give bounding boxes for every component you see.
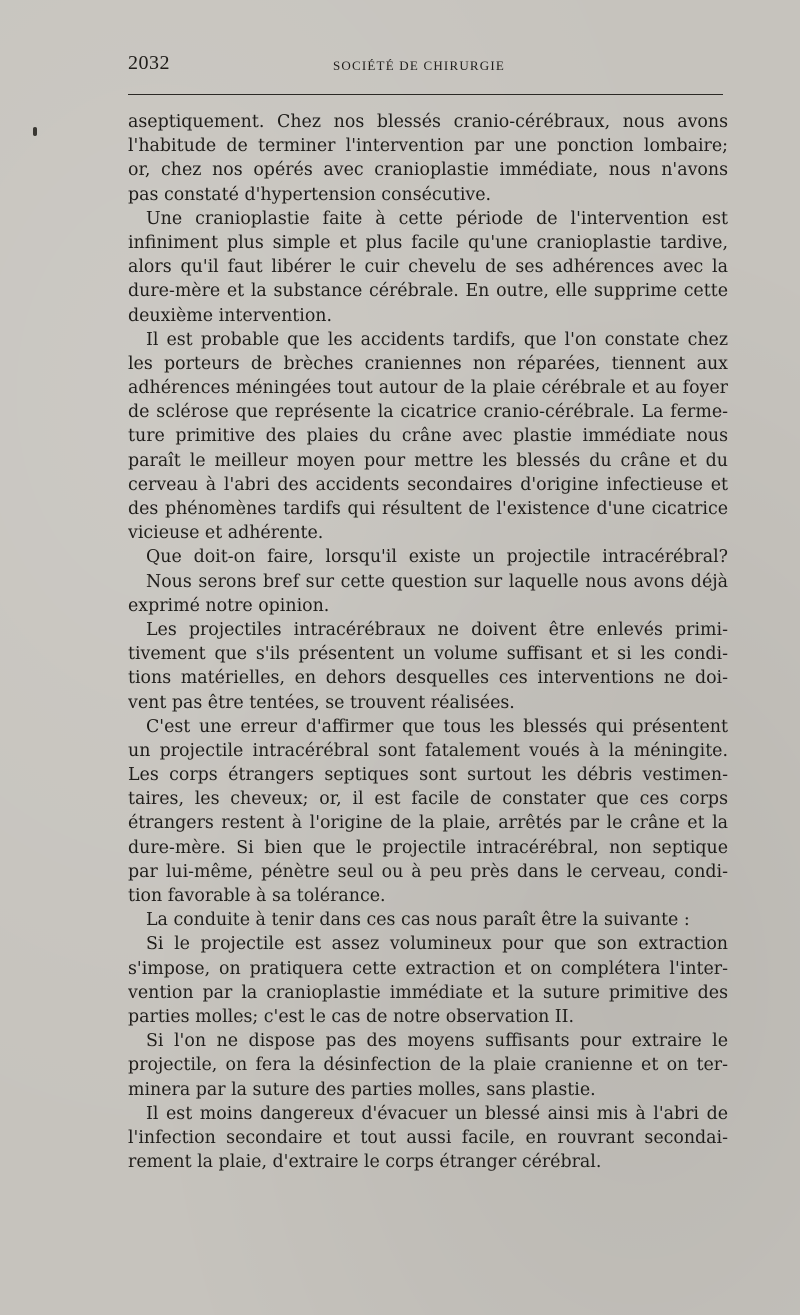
margin-ink-mark xyxy=(33,127,37,136)
text-line: l'habitude de terminer l'intervention par une ponction lombaire; xyxy=(128,136,728,157)
paragraph-start-line: Si l'on ne dispose pas des moyens suffisants pour extraire le xyxy=(146,1031,728,1052)
text-line: aseptiquement. Chez nos blessés cranio-cérébraux, nous avons xyxy=(128,112,728,132)
text-line: de sclérose que représente la cicatrice cranio-cérébrale. La ferme- xyxy=(128,402,728,423)
text-line: alors qu'il faut libérer le cuir chevelu de ses adhérences avec la xyxy=(128,257,728,278)
running-title: SOCIÉTÉ DE CHIRURGIE xyxy=(333,58,506,73)
text-line: exprimé notre opinion. xyxy=(128,595,330,616)
text-line: dure-mère et la substance cérébrale. En outre, elle supprime cette xyxy=(128,281,728,302)
paragraph-start-line: Nous serons bref sur cette question sur laquelle nous avons déjà xyxy=(146,571,728,592)
text-line: s'impose, on pratiquera cette extraction et on complétera l'inter- xyxy=(128,958,728,979)
paragraph-start-line: Il est probable que les accidents tardifs, que l'on constate chez xyxy=(146,329,728,350)
text-line: des phénomènes tardifs qui résultent de l'existence d'une cicatrice xyxy=(128,499,728,519)
text-line: ture primitive des plaies du crâne avec plastie immédiate nous xyxy=(128,426,728,447)
text-line: vent pas être tentées, se trouvent réalisées. xyxy=(128,692,515,713)
paragraph-start-line: La conduite à tenir dans ces cas nous paraît être la suivante : xyxy=(146,910,690,931)
body-text xyxy=(128,110,728,1174)
text-line: tivement que s'ils présentent un volume suffisant et si les condi- xyxy=(128,644,728,665)
running-head xyxy=(128,52,723,76)
text-line: or, chez nos opérés avec cranioplastie immédiate, nous n'avons xyxy=(128,160,728,181)
text-line: un projectile intracérébral sont fatalement voués à la méningite. xyxy=(128,740,728,761)
paragraph-start-line: Les projectiles intracérébraux ne doivent être enlevés primi- xyxy=(146,619,728,640)
text-line: les porteurs de brèches craniennes non réparées, tiennent aux xyxy=(128,353,728,374)
text-line: pas constaté d'hypertension consécutive. xyxy=(128,184,492,205)
paragraph-start-line: Que doit-on faire, lorsqu'il existe un projectile intracérébral? xyxy=(146,547,728,568)
paragraph-start-line: Une cranioplastie faite à cette période de l'intervention est xyxy=(146,208,728,229)
text-line: vicieuse et adhérente. xyxy=(128,523,324,544)
paragraph-start-line: Il est moins dangereux d'évacuer un blessé ainsi mis à l'abri de xyxy=(146,1103,728,1124)
text-line: infiniment plus simple et plus facile qu'une cranioplastie tardive, xyxy=(128,232,728,253)
text-line: minera par la suture des parties molles, sans plastie. xyxy=(128,1079,596,1100)
text-line: rement la plaie, d'extraire le corps étranger cérébral. xyxy=(128,1152,602,1173)
text-line: adhérences méningées tout autour de la plaie cérébrale et au foyer xyxy=(128,378,728,399)
paragraph-start-line: C'est une erreur d'affirmer que tous les blessés qui présentent xyxy=(146,716,728,737)
text-line: étrangers restent à l'origine de la plaie, arrêtés par le crâne et la xyxy=(128,813,728,834)
text-line: par lui-même, pénètre seul ou à peu près dans le cerveau, condi- xyxy=(128,861,728,882)
text-line: deuxième intervention. xyxy=(128,305,333,326)
text-line: tion favorable à sa tolérance. xyxy=(128,886,386,906)
text-line: projectile, on fera la désinfection de la plaie cranienne et on ter- xyxy=(128,1055,728,1076)
header-rule xyxy=(128,94,723,95)
text-line: Les corps étrangers septiques sont surtout les débris vestimen- xyxy=(128,765,728,786)
page-number: 2032 xyxy=(128,52,170,74)
text-line: tions matérielles, en dehors desquelles ces interventions ne doi- xyxy=(128,668,728,689)
text-line: dure-mère. Si bien que le projectile intracérébral, non septique xyxy=(128,837,728,858)
text-line: paraît le meilleur moyen pour mettre les blessés du crâne et du xyxy=(128,450,728,471)
paragraph-start-line: Si le projectile est assez volumineux pour que son extraction xyxy=(146,934,728,955)
text-line: parties molles; c'est le cas de notre observation II. xyxy=(128,1006,575,1027)
text-line: cerveau à l'abri des accidents secondaires d'origine infectieuse et xyxy=(128,474,728,495)
text-line: l'infection secondaire et tout aussi facile, en rouvrant secondai- xyxy=(128,1127,728,1148)
text-line: vention par la cranioplastie immédiate et la suture primitive des xyxy=(128,982,728,1003)
text-line: taires, les cheveux; or, il est facile de constater que ces corps xyxy=(128,789,728,810)
